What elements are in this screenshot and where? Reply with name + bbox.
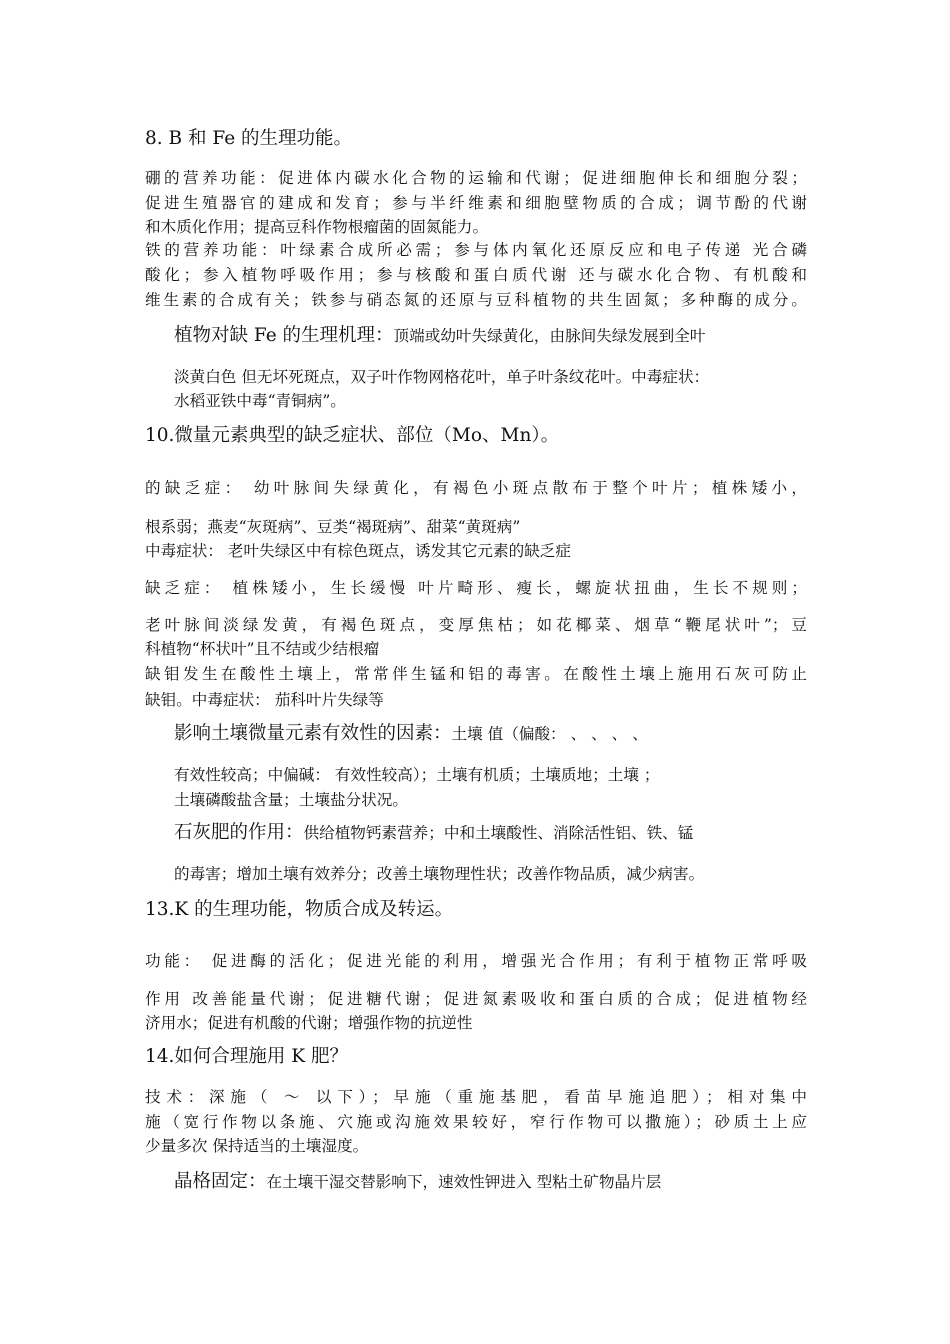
- lime-text: 供给植物钙素营养；中和土壤酸性、消除活性铝、铁、锰: [303, 824, 694, 842]
- q8-line-2: 促进生殖器官的建成和发育；参与半纤维素和细胞壁物质的合成；调节酚的代谢: [145, 194, 807, 212]
- fe-deficiency-text: 顶端或幼叶失绿黄化，由脉间失绿发展到全叶: [393, 327, 706, 345]
- q10-title: 10.微量元素典型的缺乏症状、部位（Mo、Mn）。: [145, 425, 560, 446]
- q10-line-3: 中毒症状： 老叶失绿区中有棕色斑点，诱发其它元素的缺乏症: [145, 542, 571, 560]
- q8-line-5: 酸化；参入植物呼吸作用；参与核酸和蛋白质代谢 还与碳水化合物、有机酸和: [145, 266, 807, 284]
- soil-factors-paragraph: [174, 724, 648, 744]
- q8-line-1: 硼的营养功能：促进体内碳水化合物的运输和代谢；促进细胞伸长和细胞分裂；: [145, 169, 807, 187]
- soil-line-2: 土壤磷酸盐含量；土壤盐分状况。: [174, 791, 408, 809]
- q14-line-1: 技术：深施（ ～ 以下）；早施（重施基肥，看苗早施追肥）；相对集中: [145, 1088, 807, 1106]
- lattice-heading: 晶格固定：: [174, 1171, 267, 1192]
- q10-line-2: 根系弱；燕麦“灰斑病”、豆类“褐斑病”、甜菜“黄斑病”: [145, 518, 521, 536]
- lattice-text: 在土壤干湿交替影响下，速效性钾进入 型粘土矿物晶片层: [266, 1173, 662, 1191]
- q10-line-1: 的缺乏症： 幼叶脉间失绿黄化，有褐色小斑点散布于整个叶片；植株矮小，: [145, 479, 807, 497]
- fe-deficiency-paragraph: [174, 326, 705, 346]
- q14-title: 14.如何合理施用 K 肥？: [145, 1046, 349, 1067]
- soil-factors-text: 土壤 值（偏酸： 、 、 、 、: [451, 725, 648, 743]
- q10-line-8: 缺钼。中毒症状： 茄科叶片失绿等: [145, 691, 384, 709]
- q10-line-7: 缺钼发生在酸性土壤上，常常伴生锰和铝的毒害。在酸性土壤上施用石灰可防止: [145, 665, 807, 683]
- lime-paragraph: [174, 823, 693, 843]
- lime-heading: 石灰肥的作用：: [174, 822, 304, 843]
- q13-line-1: 功能： 促进酶的活化；促进光能的利用，增强光合作用；有利于植物正常呼吸: [145, 952, 807, 970]
- q14-line-3: 少量多次 保持适当的土壤湿度。: [145, 1137, 369, 1155]
- q10-line-5: 老叶脉间淡绿发黄，有褐色斑点，变厚焦枯；如花椰菜、烟草“鞭尾状叶”；豆: [145, 616, 807, 634]
- soil-factors-heading: 影响土壤微量元素有效性的因素：: [174, 723, 452, 744]
- q13-title: 13.K 的生理功能，物质合成及转运。: [145, 899, 454, 920]
- q8-line-3: 和木质化作用；提高豆科作物根瘤菌的固氮能力。: [145, 218, 489, 236]
- q8-line-6: 维生素的合成有关；铁参与硝态氮的还原与豆科植物的共生固氮；多种酶的成分。: [145, 291, 807, 309]
- lattice-paragraph: [174, 1172, 661, 1192]
- q8-line-4: 铁的营养功能：叶绿素合成所必需；参与体内氧化还原反应和电子传递 光合磷: [145, 241, 807, 259]
- q14-line-2: 施（宽行作物以条施、穴施或沟施效果较好，窄行作物可以撒施）；砂质土上应: [145, 1113, 807, 1131]
- soil-line-1: 有效性较高；中偏碱： 有效性较高）；土壤有机质；土壤质地；土壤 ；: [174, 766, 660, 784]
- fe-deficiency-heading: 植物对缺 Fe 的生理机理：: [174, 325, 394, 346]
- q10-line-6: 科植物“杯状叶”且不结或少结根瘤: [145, 640, 380, 658]
- q8-title: 8. B 和 Fe 的生理功能。: [145, 128, 353, 149]
- q13-line-3: 济用水；促进有机酸的代谢；增强作物的抗逆性: [145, 1014, 473, 1032]
- fe-line-1: 淡黄白色 但无坏死斑点，双子叶作物网格花叶，单子叶条纹花叶。中毒症状：: [174, 368, 710, 386]
- q10-line-4: 缺乏症： 植株矮小，生长缓慢 叶片畸形、瘦长，螺旋状扭曲，生长不规则；: [145, 579, 807, 597]
- lime-line-1: 的毒害；增加土壤有效养分；改善土壤物理性状；改善作物品质，减少病害。: [174, 865, 705, 883]
- q13-line-2: 作用 改善能量代谢；促进糖代谢；促进氮素吸收和蛋白质的合成；促进植物经: [145, 990, 807, 1008]
- fe-line-2: 水稻亚铁中毒“青铜病”。: [174, 392, 346, 410]
